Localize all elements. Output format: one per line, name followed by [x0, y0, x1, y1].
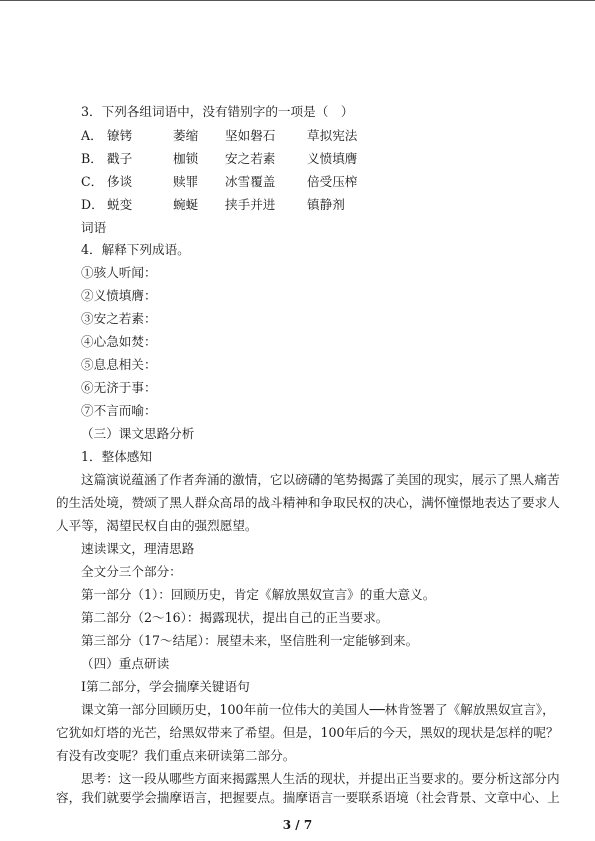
option-word: 挟手并进 [225, 197, 276, 212]
paragraph-line: 课文第一部分回顾历史，100年前一位伟大的美国人──林肯签署了《解放黑奴宣言》， [81, 702, 555, 717]
option-word: 侈谈 [107, 174, 133, 189]
section3-heading: （三）课文思路分析 [81, 426, 195, 441]
question4-stem: 4．解释下列成语。 [81, 242, 190, 257]
part-item: 第二部分（2～16）：揭露现状，提出自己的正当要求。 [81, 610, 389, 625]
option-word: 义愤填膺 [307, 151, 358, 166]
option-word: 镇静剂 [307, 197, 345, 212]
paragraph-line: 思考：这一段从哪些方面来揭露黑人生活的现状，并提出正当要求的。要分析这部分内 [81, 771, 560, 786]
option-word: 蜿蜒 [173, 197, 199, 212]
idiom-item: ①骇人听闻： [81, 265, 157, 280]
question3-stem: 3．下列各组词语中，没有错别字的一项是（ ） [81, 104, 354, 119]
option-word: 坚如磐石 [225, 128, 276, 143]
idiom-item: ④心急如焚： [81, 334, 157, 349]
idiom-item: ②义愤填膺： [81, 288, 157, 303]
idiom-item: ⑤息息相关： [81, 357, 157, 372]
option-label: C． [81, 174, 104, 189]
option-word: 赎罪 [173, 174, 199, 189]
section4-heading: （四）重点研读 [81, 656, 170, 671]
paragraph-line: 容，我们就要学会揣摩语言，把握要点。揣摩语言一要联系语境（社会背景、文章中心、上 [56, 790, 560, 805]
part-item: 第一部分（1）：回顾历史，肯定《解放黑奴宣言》的重大意义。 [81, 587, 436, 602]
idiom-item: ⑥无济于事： [81, 380, 157, 395]
option-label: B． [81, 151, 103, 166]
section4-sub1: Ⅰ第二部分，学会揣摩关键语句 [81, 679, 250, 694]
option-label: D． [81, 197, 104, 212]
paragraph-line: 有没有改变呢？我们重点来研读第二部分。 [56, 748, 296, 763]
option-word: 安之若素 [225, 151, 276, 166]
paragraph-line: 的生活处境，赞颂了黑人群众高昂的战斗精神和争取民权的决心，满怀憧憬地表达了要求人 [56, 495, 560, 510]
header-rule [0, 0, 595, 1]
option-word: 草拟宪法 [307, 128, 358, 143]
idiom-item: ③安之若素： [81, 311, 157, 326]
section-word: 词语 [81, 220, 107, 235]
speed-read: 速读课文，理清思路 [81, 541, 195, 556]
option-word: 倍受压榨 [307, 174, 358, 189]
option-word: 镣铐 [107, 128, 133, 143]
option-word: 萎缩 [173, 128, 199, 143]
part-item: 第三部分（17～结尾）：展望未来，坚信胜利一定能够到来。 [81, 633, 419, 648]
page-number: 3 / 7 [282, 818, 313, 832]
idiom-item: ⑦不言而喻： [81, 403, 157, 418]
option-word: 枷锁 [173, 151, 199, 166]
paragraph-line: 这篇演说蕴涵了作者奔涌的激情，它以磅礴的笔势揭露了美国的现实，展示了黑人痛苦 [81, 472, 560, 487]
section3-sub1: 1．整体感知 [81, 449, 152, 464]
parts-intro: 全文分三个部分： [81, 564, 182, 579]
paragraph-line: 它犹如灯塔的光芒，给黑奴带来了希望。但是，100年后的今天，黑奴的现状是怎样的呢？ [56, 725, 559, 740]
option-word: 冰雪覆盖 [225, 174, 276, 189]
option-word: 戳子 [107, 151, 133, 166]
option-word: 蜕变 [107, 197, 133, 212]
option-label: A． [81, 128, 103, 143]
paragraph-line: 人平等，渴望民权自由的强烈愿望。 [56, 518, 258, 533]
